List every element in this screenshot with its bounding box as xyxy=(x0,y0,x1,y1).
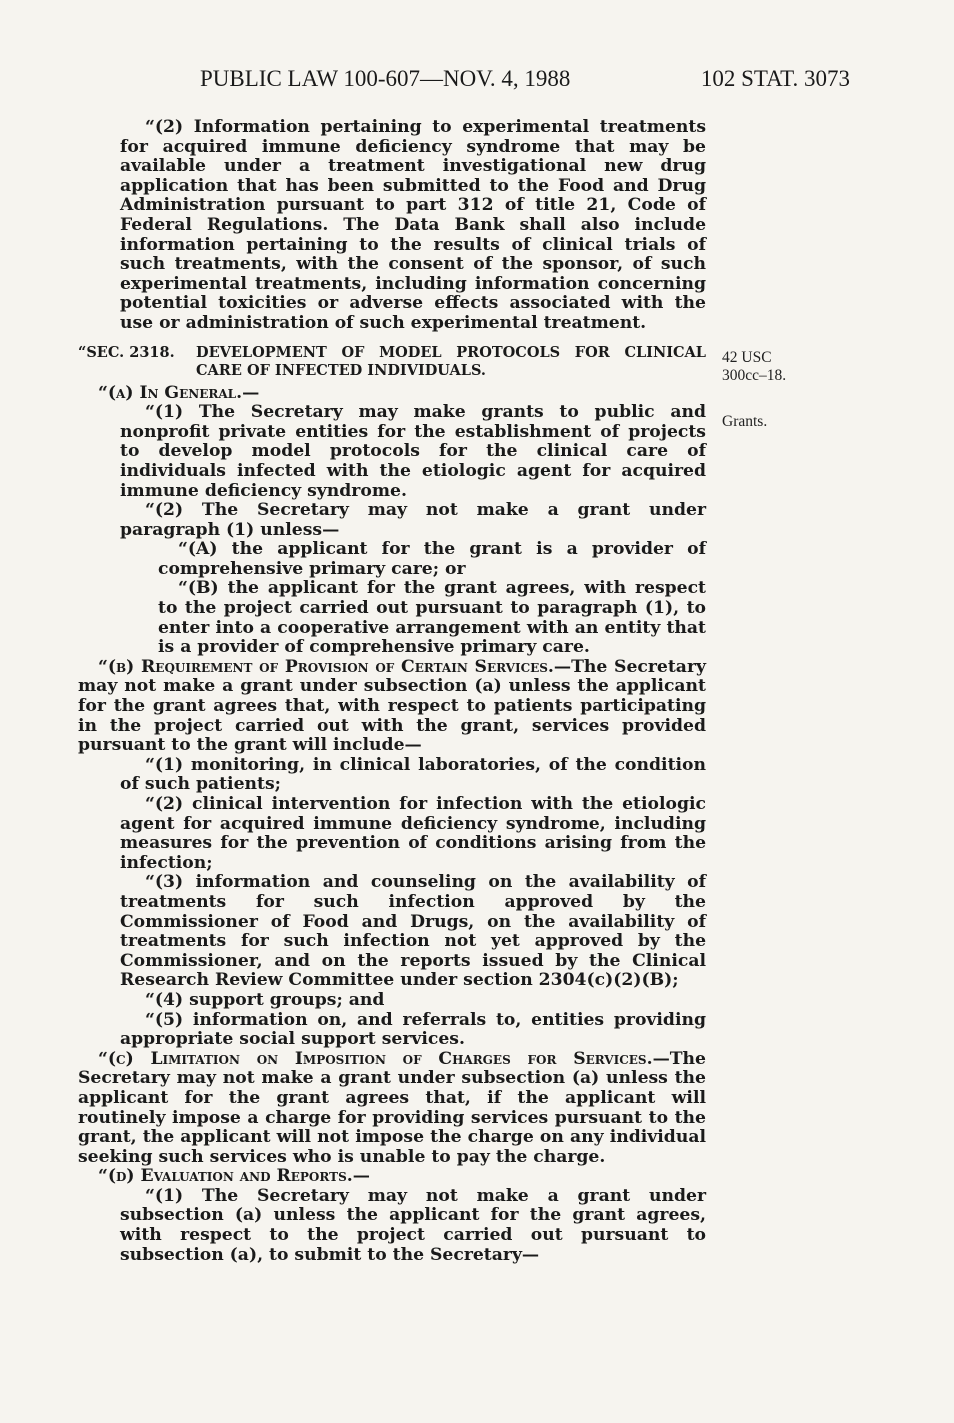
subsection-c xyxy=(78,1050,706,1168)
subsection-b xyxy=(78,658,706,756)
subsection-a-2-A: “(A) the applicant for the grant is a provider of comprehensive primary care; or xyxy=(158,539,706,579)
subsection-b-text: —The Secretary may not make a grant under subsection (a) unless the applicant for the grant agrees that, with respect to patients participating in the project carried out with the grant, services provided pursuant to the grant will include— xyxy=(78,656,706,756)
subsection-a-heading: “(a) In General.— xyxy=(98,382,260,403)
section-heading xyxy=(78,344,706,380)
running-header xyxy=(200,66,850,96)
subsection-b-item-4: “(4) support groups; and xyxy=(145,989,385,1010)
section-number: “SEC. 2318. xyxy=(78,343,175,361)
paragraph-2-information: “(2) Information pertaining to experimental treatments for acquired immune deficiency syndrome that may be available under a treatment investigational new drug application that has been submitted to the Food and Drug Administration pursuant to part 312 of title 21, Code of Federal Regulations. The Data Bank shall also include information pertaining to the results of clinical trials of such treatments, with the consent of the sponsor, of such experimental treatments, including information concerning potential toxicities or adverse effects associated with the use or administration of such experimental treatment. xyxy=(120,117,706,333)
body-text xyxy=(78,118,706,1265)
header-stat-page: 102 STAT. 3073 xyxy=(700,66,850,91)
section-title: DEVELOPMENT OF MODEL PROTOCOLS FOR CLINICAL CARE OF INFECTED INDIVIDUALS. xyxy=(196,343,706,379)
margin-note-usc: 42 USC 300cc–18. xyxy=(722,349,787,384)
subsection-b-item-5: “(5) information on, and referrals to, entities providing appropriate social support services. xyxy=(120,1009,706,1050)
subsection-a-paragraph-2: “(2) The Secretary may not make a grant under paragraph (1) unless— xyxy=(120,500,706,540)
margin-note-grants: Grants. xyxy=(722,413,768,430)
subsection-b-item-1: “(1) monitoring, in clinical laboratories, of the condition of such patients; xyxy=(120,754,706,795)
subsection-d-heading: “(d) Evaluation and Reports.— xyxy=(98,1166,370,1187)
subsection-b-item-2: “(2) clinical intervention for infection with the etiologic agent for acquired immune deficiency syndrome, including measures for the prevention of conditions arising from the infection; xyxy=(120,794,706,873)
subsection-b-heading: “(b) Requirement of Provision of Certain Services. xyxy=(98,656,554,677)
subsection-b-item-3: “(3) information and counseling on the availability of treatments for such infection approved by the Commissioner of Food and Drugs, on the availability of treatments for such infection not yet approved by the Commissioner, and on the reports issued by the Clinical Research Review Committee under section 2304(c)(2)(B); xyxy=(120,872,706,991)
subsection-a-paragraph-1: “(1) The Secretary may make grants to public and nonprofit private entities for the establishment of projects to develop model protocols for the clinical care of individuals infected with the etiologic agent for acquired immune deficiency syndrome. xyxy=(120,402,706,501)
subsection-d-paragraph-1: “(1) The Secretary may not make a grant under subsection (a) unless the applicant for the grant agrees, with respect to the project carried out pursuant to subsection (a), to submit to the Secretary— xyxy=(120,1185,706,1265)
header-law-citation: PUBLIC LAW 100-607—NOV. 4, 1988 xyxy=(200,66,571,91)
subsection-a-2-B: “(B) the applicant for the grant agrees, with respect to the project carried out pursuant to paragraph (1), to enter into a cooperative arrangement with an entity that is a provider of comprehensive primary care. xyxy=(158,578,706,658)
subsection-c-heading: “(c) Limitation on Imposition of Charges for Services. xyxy=(98,1048,653,1069)
subsection-c-text: —The Secretary may not make a grant under subsection (a) unless the applicant for the grant agrees that, if the applicant will routinely impose a charge for providing services pursuant to the grant, the applicant will not impose the charge on any individual seeking such services who is unable to pay the charge. xyxy=(78,1048,706,1167)
